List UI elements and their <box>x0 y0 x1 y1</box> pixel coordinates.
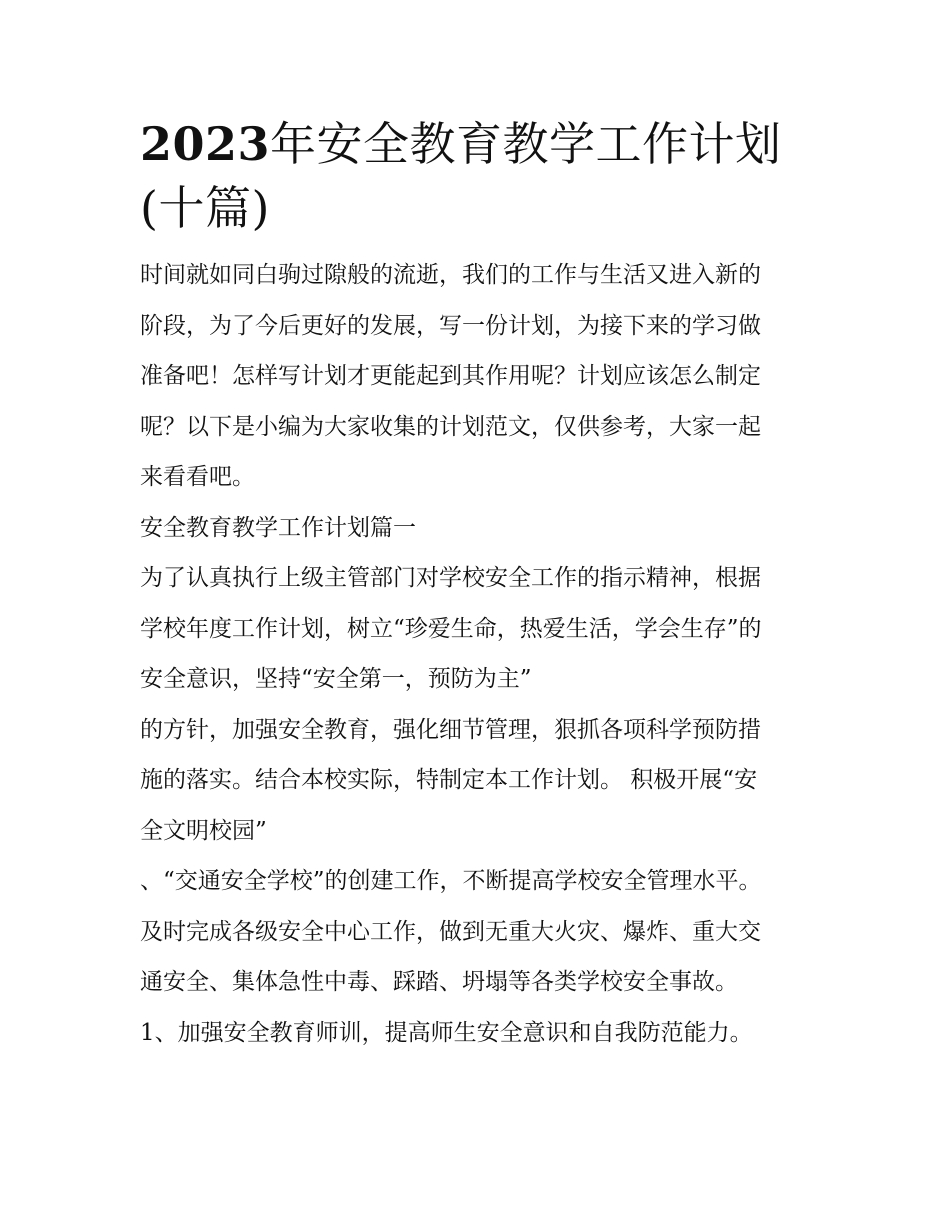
body-paragraph-3 <box>140 856 812 1008</box>
body-line: 的方针，加强安全教育，强化细节管理，狠抓各项科学预防措 <box>140 716 761 743</box>
body-paragraph-1 <box>140 553 812 705</box>
title-year: 2023 <box>140 117 271 171</box>
body-line: 施的落实。结合本校实际，特制定本工作计划。 积极开展“安 <box>140 767 758 793</box>
body-paragraph-2 <box>140 705 812 857</box>
body-line: 安全意识，坚持“安全第一，预防为主” <box>140 666 532 692</box>
body-line: 及时完成各级安全中心工作，做到无重大火灾、爆炸、重大交 <box>140 918 761 945</box>
body-line: 全文明校园” <box>140 817 267 844</box>
body-line: 通安全、集体急性中毒、踩踏、坍塌等各类学校安全事故。 <box>140 969 738 995</box>
list-item-1 <box>140 1008 812 1059</box>
title-text: 年安全教育教学工作计划 <box>270 117 782 171</box>
document-title <box>140 112 812 240</box>
title-line-2: (十篇) <box>140 181 270 235</box>
intro-line: 呢？以下是小编为大家收集的计划范文，仅供参考，大家一起 <box>140 413 761 440</box>
body-line: 学校年度工作计划，树立“珍爱生命，热爱生活，学会生存”的 <box>140 615 762 642</box>
intro-line: 准备吧！怎样写计划才更能起到其作用呢？计划应该怎么制定 <box>140 363 761 389</box>
intro-line: 来看看吧。 <box>140 464 255 490</box>
body-line: 、“交通安全学校”的创建工作，不断提高学校安全管理水平。 <box>140 868 762 894</box>
document-page <box>140 112 812 1058</box>
section-heading: 安全教育教学工作计划篇一 <box>140 514 416 541</box>
list-item-text: 1、加强安全教育师训，提高师生安全意识和自我防范能力。 <box>140 1019 753 1046</box>
intro-paragraph <box>140 250 812 503</box>
title-line-1 <box>140 112 812 176</box>
body-line: 为了认真执行上级主管部门对学校安全工作的指示精神，根据 <box>140 565 761 591</box>
intro-line: 阶段，为了今后更好的发展，写一份计划，为接下来的学习做 <box>140 312 761 339</box>
intro-line: 时间就如同白驹过隙般的流逝，我们的工作与生活又进入新的 <box>140 262 761 288</box>
